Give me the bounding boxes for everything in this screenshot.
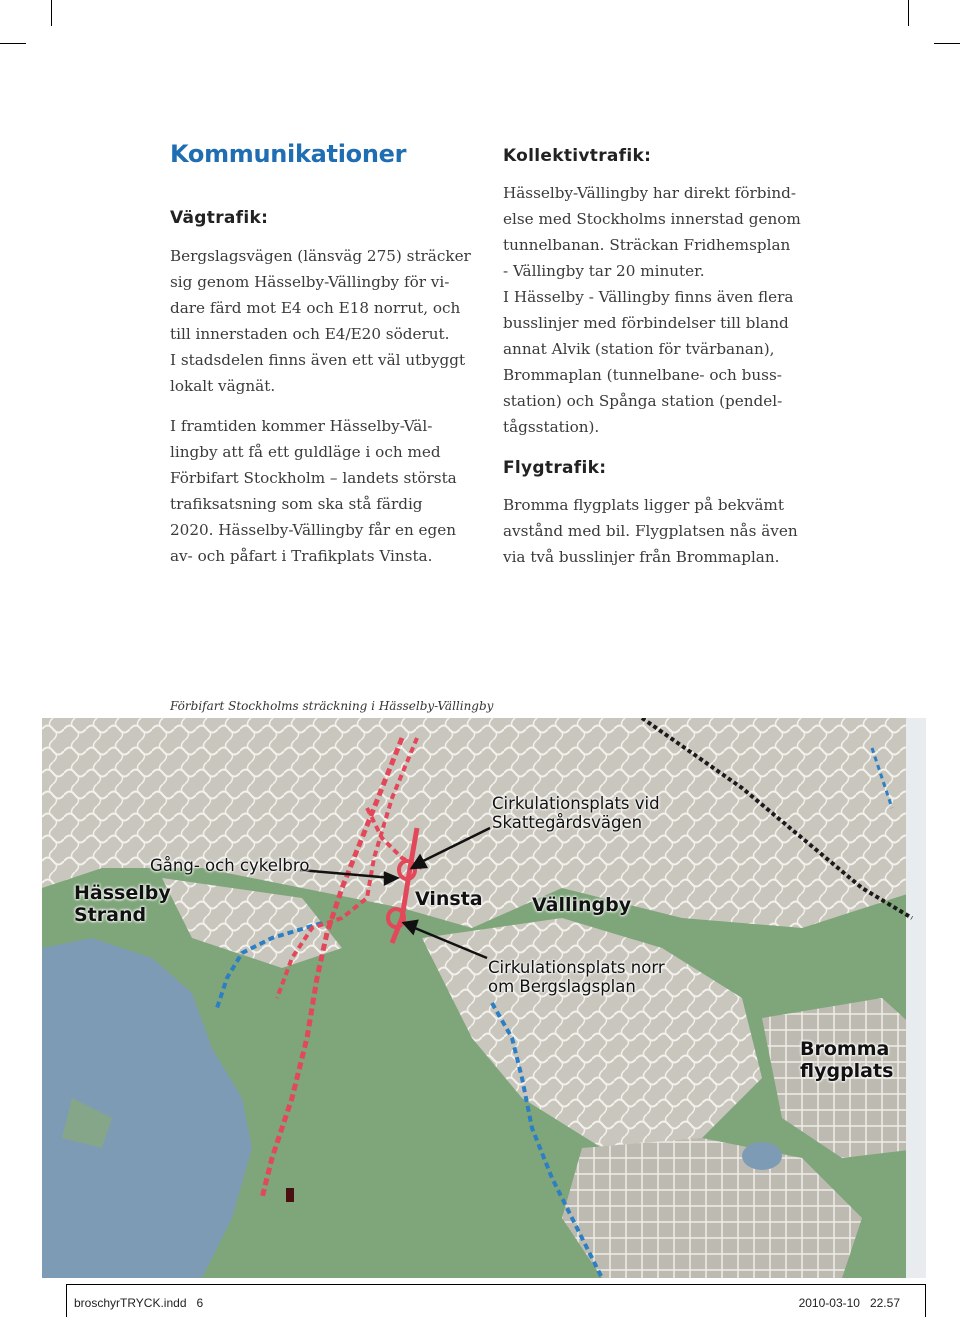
text-line: Förbifart Stockholm – landets största — [170, 469, 457, 487]
text-line: lokalt vägnät. — [170, 377, 276, 395]
footer-filename: broschyrTRYCK.indd 6 — [74, 1296, 204, 1310]
route-map — [42, 718, 926, 1278]
label-vinsta: Vinsta — [415, 888, 483, 910]
label-vallingby: Vällingby — [532, 894, 632, 916]
text-line: av- och påfart i Trafikplats Vinsta. — [170, 547, 433, 565]
text-line: via två busslinjer från Brommaplan. — [503, 548, 780, 566]
heading-kollektivtrafik: Kollektivtrafik: — [503, 146, 652, 166]
map-marker — [286, 1188, 294, 1202]
text-line: Bromma flygplats ligger på bekvämt — [503, 496, 784, 514]
heading-flygtrafik: Flygtrafik: — [503, 458, 607, 478]
label-bromma-flygplats: Bromma flygplats — [800, 1038, 894, 1082]
pond — [742, 1142, 782, 1170]
text-line: Bergslagsvägen (länsväg 275) sträcker — [170, 247, 471, 265]
text-line: I stadsdelen finns även ett väl utbyggt — [170, 351, 466, 369]
text-line: till innerstaden och E4/E20 söderut. — [170, 325, 450, 343]
heading-vagtrafik: Vägtrafik: — [170, 208, 269, 228]
text-line: lingby att få ett guldläge i och med — [170, 443, 441, 461]
page-title: Kommunikationer — [170, 140, 407, 168]
paragraph-vagtrafik-1 — [170, 243, 471, 399]
text-line: dare färd mot E4 och E18 norrut, och — [170, 299, 461, 317]
label-cirk-bergslagsplan: Cirkulationsplats norr om Bergslagsplan — [488, 958, 665, 996]
text-line: I Hässelby - Vällingby finns även flera — [503, 288, 794, 306]
paragraph-vagtrafik-2 — [170, 413, 457, 569]
footer-date: 2010-03-10 22.57 — [798, 1296, 900, 1310]
text-line: 2020. Hässelby-Vällingby får en egen — [170, 521, 457, 539]
text-line: tunnelbanan. Sträckan Fridhemsplan — [503, 236, 791, 254]
label-hasselby-strand: Hässelby Strand — [74, 882, 171, 926]
text-line: station) och Spånga station (pendel- — [503, 392, 783, 410]
text-line: avstånd med bil. Flygplatsen nås även — [503, 522, 798, 540]
text-line: tågsstation). — [503, 418, 600, 436]
text-line: - Vällingby tar 20 minuter. — [503, 262, 705, 280]
crop-mark — [0, 43, 26, 44]
map-caption: Förbifart Stockholms sträckning i Hässelby-Vällingby — [170, 699, 494, 713]
text-line: Brommaplan (tunnelbane- och buss- — [503, 366, 782, 384]
text-line: busslinjer med förbindelser till bland — [503, 314, 789, 332]
text-line: trafiksatsning som ska stå färdig — [170, 495, 423, 513]
text-line: I framtiden kommer Hässelby-Väl- — [170, 417, 433, 435]
crop-mark — [908, 0, 909, 26]
label-cirk-skattegard: Cirkulationsplats vid Skattegårdsvägen — [492, 794, 660, 832]
text-line: sig genom Hässelby-Vällingby för vi- — [170, 273, 450, 291]
text-line: else med Stockholms innerstad genom — [503, 210, 801, 228]
crop-mark — [934, 43, 960, 44]
text-line: annat Alvik (station för tvärbanan), — [503, 340, 775, 358]
text-line: Hässelby-Vällingby har direkt förbind- — [503, 184, 797, 202]
paragraph-kollektivtrafik — [503, 180, 801, 440]
label-gang-cykelbro: Gång- och cykelbro — [150, 856, 310, 875]
photo-strip — [906, 718, 926, 1278]
paragraph-flygtrafik — [503, 492, 798, 570]
crop-mark — [51, 0, 52, 26]
